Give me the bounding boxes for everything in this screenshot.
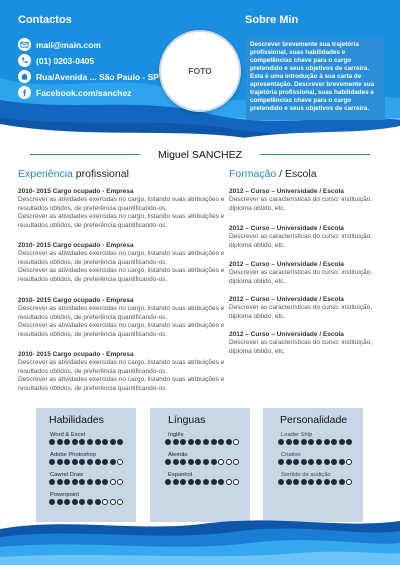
rating-dot-filled xyxy=(57,439,63,445)
experience-item xyxy=(18,242,248,284)
experience-item-desc: Descrever as atividades exercidas no cargo, listando suas atribuições e resultados obtidos, de preferência quantificando-os. xyxy=(18,267,225,283)
rating-dot-filled xyxy=(180,479,186,485)
skills-title: Habilidades xyxy=(49,414,104,426)
rating-dot-filled xyxy=(278,459,284,465)
rating-dot-empty xyxy=(110,479,116,485)
skill-label: Adobe Photoshop xyxy=(50,452,97,458)
rating-dot-filled xyxy=(79,459,85,465)
rating-dot-filled xyxy=(293,439,299,445)
rating-dot-empty xyxy=(218,459,224,465)
contact-facebook[interactable] xyxy=(18,86,131,99)
phone-text: (01) 0203-0405 xyxy=(36,55,95,66)
rating-dot-empty xyxy=(233,479,239,485)
rating-dot-filled xyxy=(49,439,55,445)
education-item xyxy=(229,188,389,213)
rating-dot-filled xyxy=(286,459,292,465)
experience-item-title: 2010- 2015 Cargo ocupado - Empresa xyxy=(18,242,134,249)
rating-dot-filled xyxy=(49,499,55,505)
rating-dot-filled xyxy=(165,459,171,465)
rating-dot-filled xyxy=(286,479,292,485)
email-icon xyxy=(18,38,31,51)
language-rating xyxy=(165,479,241,485)
rating-dot-filled xyxy=(226,439,232,445)
rating-dot-empty xyxy=(110,499,116,505)
rating-dot-filled xyxy=(110,439,116,445)
rating-dot-filled xyxy=(308,439,314,445)
rating-dot-filled xyxy=(102,479,108,485)
rating-dot-filled xyxy=(95,459,101,465)
experience-item-desc: Descrever as atividades exercidas no cargo, listando suas atribuições e resultados obtidos, de preferência quantificando-os. xyxy=(18,213,225,229)
facebook-text: Facebook.com/sanchez xyxy=(36,87,132,98)
education-item-desc: Descrever as características do curso: instituição, diploma obtido, etc. xyxy=(229,196,373,212)
rating-dot-filled xyxy=(173,439,179,445)
rating-dot-filled xyxy=(95,439,101,445)
rating-dot-filled xyxy=(316,459,322,465)
rating-dot-empty xyxy=(117,479,123,485)
skill-rating xyxy=(49,479,125,485)
rating-dot-empty xyxy=(117,499,123,505)
home-icon xyxy=(18,70,31,83)
education-item-desc: Descrever as características do curso: instituição, diploma obtido, etc. xyxy=(229,233,373,249)
rating-dot-filled xyxy=(57,499,63,505)
experience-item xyxy=(18,297,248,339)
experience-item-desc: Descrever as atividades exercidas no cargo, listando suas atribuições e resultados obtidos, de preferência quantificando-os. xyxy=(18,359,225,375)
rating-dot-filled xyxy=(64,439,70,445)
rating-dot-filled xyxy=(339,459,345,465)
personality-rating xyxy=(278,459,354,465)
about-title: Sobre Min xyxy=(245,14,299,26)
languages-box xyxy=(150,408,250,522)
footer-wave-background xyxy=(0,515,400,565)
contacts-title: Contactos xyxy=(18,14,72,26)
skill-rating xyxy=(49,459,125,465)
rating-dot-filled xyxy=(195,479,201,485)
contact-phone[interactable] xyxy=(18,54,94,67)
experience-item-title: 2010- 2015 Cargo ocupado - Empresa xyxy=(18,297,134,304)
rating-dot-filled xyxy=(211,439,217,445)
skill-rating xyxy=(49,499,125,505)
rating-dot-empty xyxy=(117,459,123,465)
experience-item-desc: Descrever as atividades exercidas no cargo, listando suas atribuições e resultados obtidos, de preferência quantificando-os. xyxy=(18,250,225,266)
rating-dot-filled xyxy=(218,479,224,485)
education-item-desc: Descrever as características do curso: instituição, diploma obtido, etc. xyxy=(229,269,373,285)
rating-dot-filled xyxy=(308,479,314,485)
education-item-title: 2012 – Curso – Universidade / Escola xyxy=(229,188,344,195)
rating-dot-filled xyxy=(211,479,217,485)
rating-dot-empty xyxy=(102,499,108,505)
rating-dot-filled xyxy=(87,459,93,465)
rating-dot-filled xyxy=(79,439,85,445)
rating-dot-filled xyxy=(102,439,108,445)
rating-dot-filled xyxy=(173,459,179,465)
rating-dot-filled xyxy=(331,479,337,485)
rating-dot-filled xyxy=(188,479,194,485)
rating-dot-filled xyxy=(102,459,108,465)
rating-dot-filled xyxy=(278,479,284,485)
language-label: Inglês xyxy=(168,432,184,438)
languages-title: Línguas xyxy=(168,414,206,426)
rating-dot-filled xyxy=(331,439,337,445)
rating-dot-filled xyxy=(331,459,337,465)
rating-dot-filled xyxy=(301,439,307,445)
language-label: Espanhol xyxy=(168,472,193,478)
experience-item xyxy=(18,188,248,230)
rating-dot-empty xyxy=(233,459,239,465)
experience-item-desc: Descrever as atividades exercidas no cargo, listando suas atribuições e resultados obtidos, de preferência quantificando-os. xyxy=(18,322,225,338)
education-item-title: 2012 – Curso – Universidade / Escola xyxy=(229,225,344,232)
person-name: Miguel SANCHEZ xyxy=(157,149,243,161)
rating-dot-filled xyxy=(49,459,55,465)
rating-dot-filled xyxy=(72,499,78,505)
rating-dot-filled xyxy=(301,479,307,485)
rating-dot-filled xyxy=(64,459,70,465)
personality-label: Sentido da audição xyxy=(281,472,331,478)
rating-dot-empty xyxy=(346,459,352,465)
rating-dot-filled xyxy=(293,479,299,485)
rating-dot-filled xyxy=(173,479,179,485)
education-item-desc: Descrever as características do curso: instituição, diploma obtido, etc. xyxy=(229,304,373,320)
rating-dot-filled xyxy=(188,439,194,445)
rating-dot-filled xyxy=(87,499,93,505)
education-item xyxy=(229,331,389,356)
rating-dot-filled xyxy=(79,499,85,505)
personality-title: Personalidade xyxy=(280,414,348,426)
education-title-rest: / Escola xyxy=(276,168,317,180)
rating-dot-filled xyxy=(339,439,345,445)
education-item xyxy=(229,225,389,250)
education-title xyxy=(229,168,317,180)
language-rating xyxy=(165,439,241,445)
personality-rating xyxy=(278,439,354,445)
rating-dot-empty xyxy=(226,459,232,465)
rating-dot-filled xyxy=(316,439,322,445)
rating-dot-filled xyxy=(87,439,93,445)
experience-title-accent: Experiência xyxy=(18,168,73,180)
rating-dot-filled xyxy=(301,459,307,465)
rating-dot-filled xyxy=(117,439,123,445)
address-text: Rua/Avenida ... São Paulo - SP xyxy=(36,71,159,82)
rating-dot-empty xyxy=(233,439,239,445)
rating-dot-filled xyxy=(79,479,85,485)
skills-box xyxy=(36,408,136,522)
rating-dot-filled xyxy=(165,439,171,445)
experience-title xyxy=(18,168,129,180)
experience-item-title: 2010- 2015 Cargo ocupado - Empresa xyxy=(18,188,134,195)
rating-dot-filled xyxy=(346,439,352,445)
rating-dot-filled xyxy=(95,499,101,505)
experience-item xyxy=(18,351,248,393)
email-text: mail@main.com xyxy=(36,39,101,50)
rating-dot-filled xyxy=(49,479,55,485)
rating-dot-filled xyxy=(203,459,209,465)
skill-rating xyxy=(49,439,125,445)
personality-label: Leader Ship xyxy=(281,432,313,438)
rating-dot-filled xyxy=(72,479,78,485)
rating-dot-filled xyxy=(324,439,330,445)
education-item xyxy=(229,261,389,286)
rating-dot-filled xyxy=(278,439,284,445)
phone-icon xyxy=(18,54,31,67)
rating-dot-filled xyxy=(64,499,70,505)
rating-dot-filled xyxy=(57,479,63,485)
rating-dot-filled xyxy=(72,439,78,445)
personality-rating xyxy=(278,479,354,485)
rating-dot-filled xyxy=(324,459,330,465)
education-item xyxy=(229,296,389,321)
rating-dot-filled xyxy=(203,479,209,485)
rating-dot-filled xyxy=(195,439,201,445)
rating-dot-filled xyxy=(195,459,201,465)
personality-label: Criativo xyxy=(281,452,301,458)
skill-label: Cawrel Draw xyxy=(50,472,84,478)
rating-dot-filled xyxy=(324,479,330,485)
skill-label: Word & Excel xyxy=(50,432,86,438)
experience-item-desc: Descrever as atividades exercidas no cargo, listando suas atribuições e resultados obtidos, de preferência quantificando-os. xyxy=(18,196,225,212)
rating-dot-filled xyxy=(308,459,314,465)
rating-dot-filled xyxy=(110,459,116,465)
education-item-desc: Descrever as características do curso: instituição, diploma obtido, etc. xyxy=(229,339,373,355)
rating-dot-filled xyxy=(339,479,345,485)
rating-dot-filled xyxy=(180,439,186,445)
education-item-title: 2012 – Curso – Universidade / Escola xyxy=(229,296,344,303)
skill-label: Powerpoint xyxy=(50,492,80,498)
experience-item-desc: Descrever as atividades exercidas no cargo, listando suas atribuições e resultados obtidos, de preferência quantificando-os. xyxy=(18,376,225,392)
rating-dot-filled xyxy=(57,459,63,465)
rating-dot-filled xyxy=(165,479,171,485)
rating-dot-filled xyxy=(64,479,70,485)
rating-dot-filled xyxy=(218,439,224,445)
rating-dot-filled xyxy=(286,439,292,445)
rating-dot-filled xyxy=(180,459,186,465)
rating-dot-filled xyxy=(316,479,322,485)
rating-dot-empty xyxy=(346,479,352,485)
contact-email[interactable] xyxy=(18,38,101,51)
rating-dot-filled xyxy=(211,459,217,465)
personality-box xyxy=(263,408,363,522)
rating-dot-filled xyxy=(203,439,209,445)
facebook-icon xyxy=(18,86,31,99)
contact-address xyxy=(18,70,159,83)
language-label: Alemão xyxy=(168,452,188,458)
rating-dot-filled xyxy=(72,459,78,465)
rating-dot-filled xyxy=(188,459,194,465)
profile-photo-placeholder: FOTO xyxy=(159,30,241,112)
education-title-accent: Formação xyxy=(229,168,277,180)
education-item-title: 2012 – Curso – Universidade / Escola xyxy=(229,261,344,268)
about-text: Descrever brevemente sua trajetória profissional, suas habilidades e competências chave para o cargo pretendido e seus objetivos de carreira. Esta é uma introdução à sua carta de apresentação. Descrever brevemente sua trajetória profissional, suas habilidades e competências chave para o cargo pretendido e seus objetivos de carreira. xyxy=(246,38,385,120)
rating-dot-filled xyxy=(87,479,93,485)
experience-item-desc: Descrever as atividades exercidas no cargo, listando suas atribuições e resultados obtidos, de preferência quantificando-os. xyxy=(18,305,225,321)
rating-dot-filled xyxy=(293,459,299,465)
education-item-title: 2012 – Curso – Universidade / Escola xyxy=(229,331,344,338)
rating-dot-empty xyxy=(226,479,232,485)
experience-title-rest: profissional xyxy=(72,168,129,180)
language-rating xyxy=(165,459,241,465)
experience-item-title: 2010- 2015 Cargo ocupado - Empresa xyxy=(18,351,134,358)
rating-dot-filled xyxy=(95,479,101,485)
